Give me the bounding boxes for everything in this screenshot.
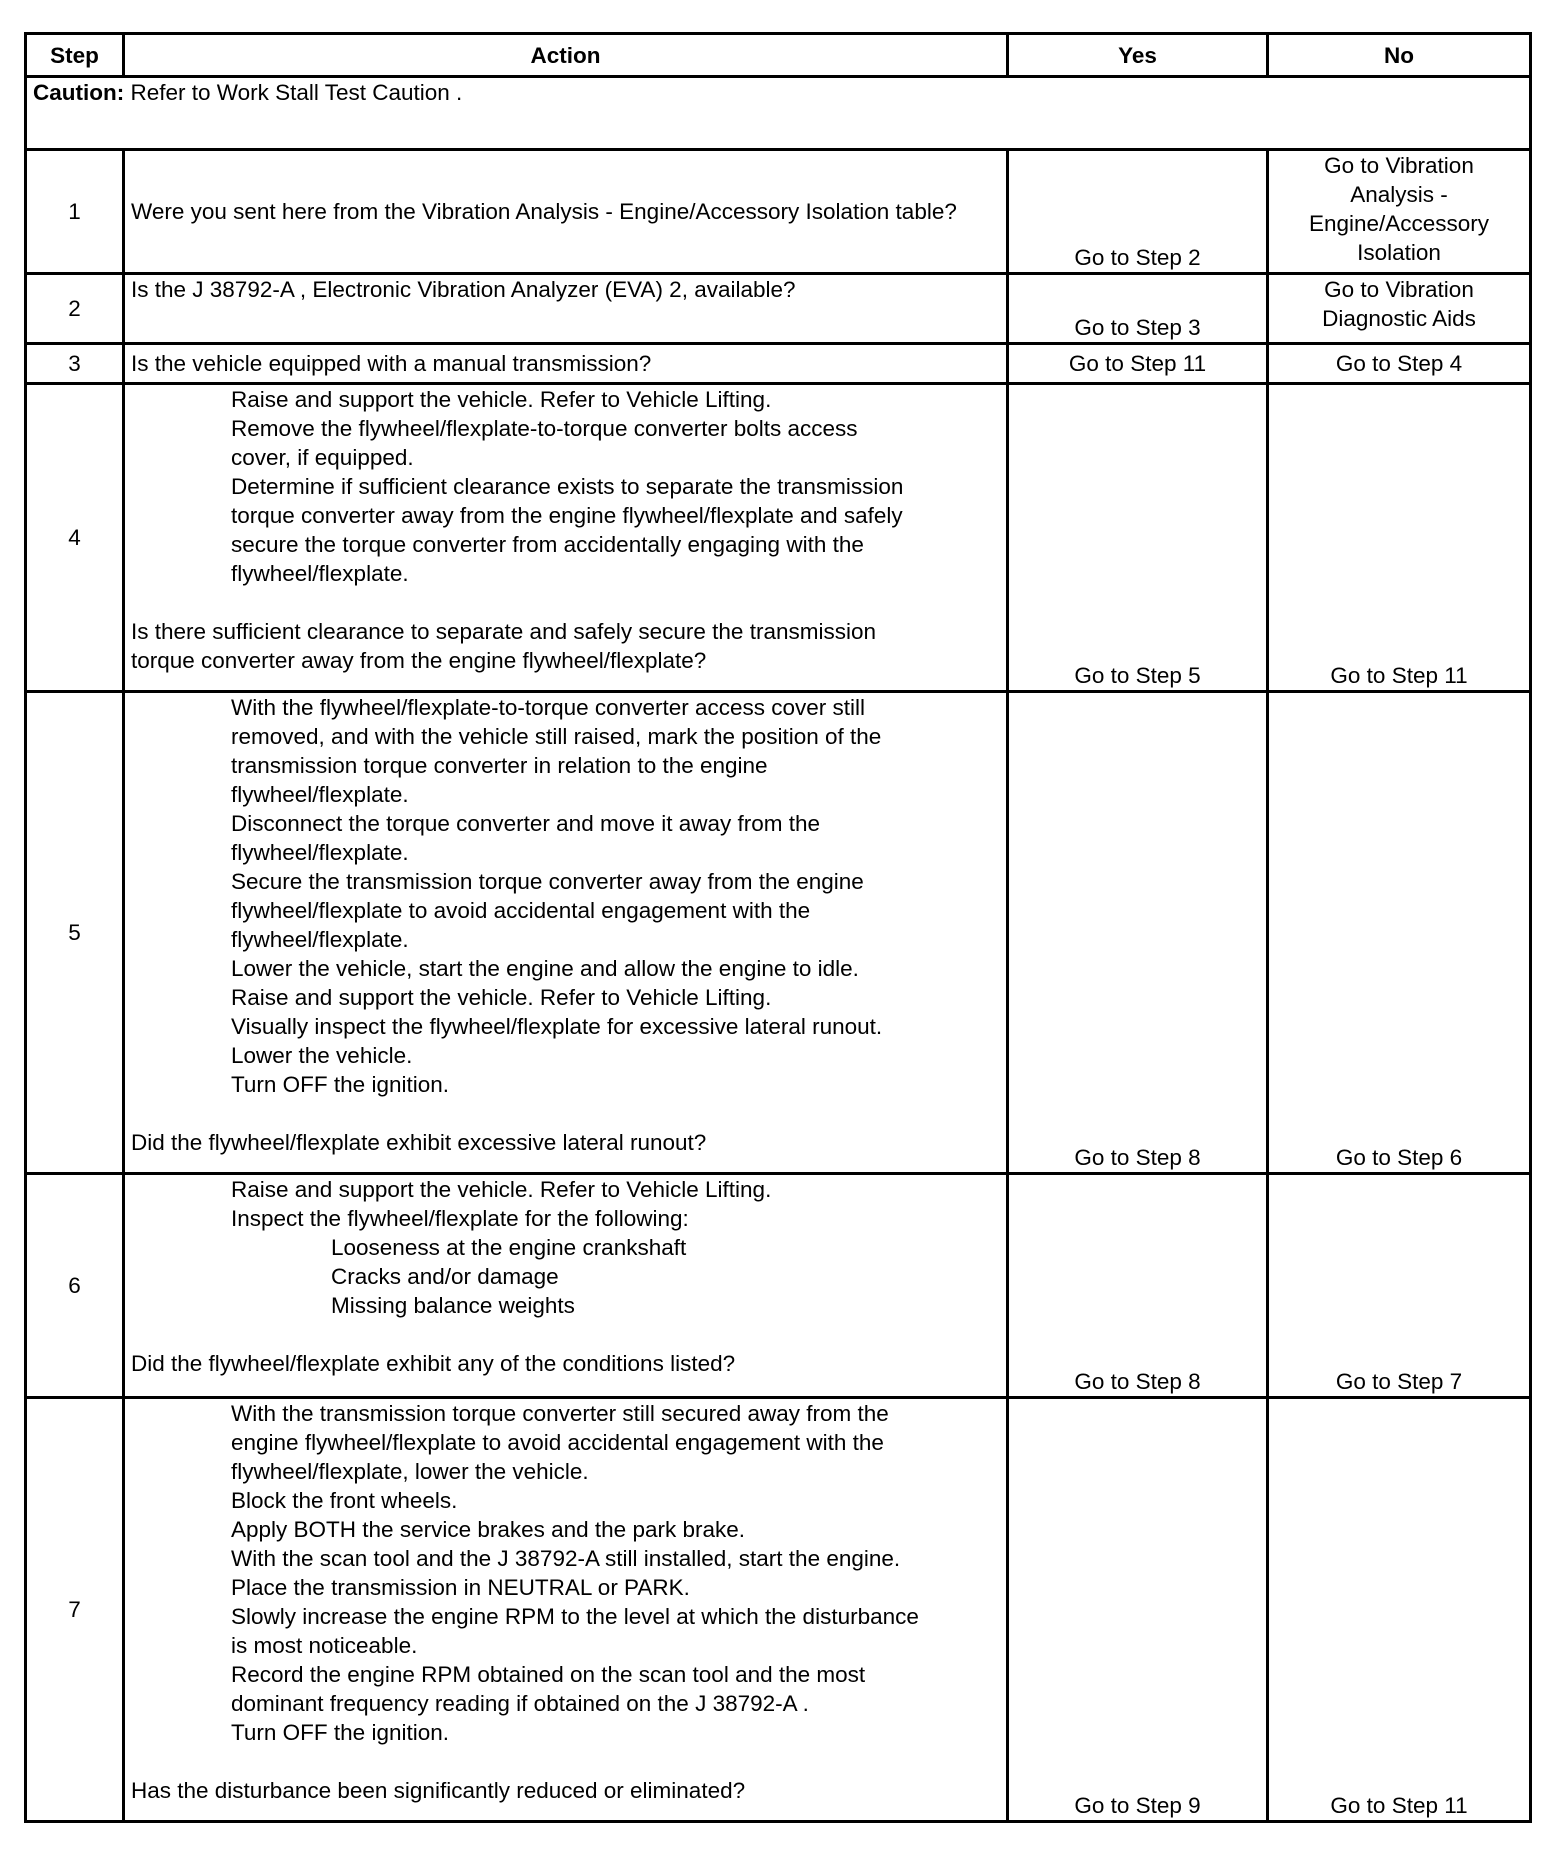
step-number: 5 [26,692,124,1174]
instruction-line: Turn OFF the ignition. [231,1072,450,1097]
yes-result: Go to Step 9 [1008,1398,1268,1822]
caution-label: Caution: [33,80,125,105]
no-result-line: Go to Vibration [1324,153,1474,178]
step-number: 1 [26,150,124,274]
instruction-line: With the transmission torque converter still secured away from the [231,1401,889,1426]
header-no: No [1268,34,1531,77]
step-question: Is the J 38792-A , Electronic Vibration Analyzer (EVA) 2, available? [124,274,1008,344]
step-number: 4 [26,384,124,692]
step-question: Did the flywheel/flexplate exhibit any of the conditions listed? [131,1351,736,1376]
yes-result: Go to Step 3 [1008,274,1268,344]
diagnostic-table [24,32,1532,1823]
instruction-line: Lower the vehicle, start the engine and allow the engine to idle. [231,956,859,981]
instruction-line: flywheel/flexplate to avoid accidental engagement with the [231,898,811,923]
instruction-line: torque converter away from the engine flywheel/flexplate and safely [231,503,903,528]
instruction-line: Raise and support the vehicle. Refer to Vehicle Lifting. [231,985,772,1010]
table-row [26,150,1531,274]
instruction-line: Secure the transmission torque converter away from the engine [231,869,864,894]
no-result [1268,150,1531,274]
table-row [26,384,1531,692]
step-question: Is the vehicle equipped with a manual transmission? [124,344,1008,384]
instruction-line: Block the front wheels. [231,1488,458,1513]
caution-row [26,77,1531,150]
step-question: Did the flywheel/flexplate exhibit excessive lateral runout? [131,1130,707,1155]
header-row [26,34,1531,77]
sub-item: Missing balance weights [331,1293,575,1318]
no-result [1268,274,1531,344]
instruction-line: dominant frequency reading if obtained on the J 38792-A . [231,1691,809,1716]
instruction-line: is most noticeable. [231,1633,418,1658]
step-question: Has the disturbance been significantly reduced or eliminated? [131,1778,746,1803]
instruction-line: flywheel/flexplate, lower the vehicle. [231,1459,589,1484]
table-row [26,274,1531,344]
step-action [124,1398,1008,1822]
instruction-line: Lower the vehicle. [231,1043,413,1068]
instruction-line: secure the torque converter from accidentally engaging with the [231,532,864,557]
instruction-line: Apply BOTH the service brakes and the park brake. [231,1517,745,1542]
no-result-line: Isolation [1357,240,1441,265]
instruction-line: Remove the flywheel/flexplate-to-torque converter bolts access [231,416,858,441]
no-result-line: Go to Vibration [1324,277,1474,302]
instruction-line: Raise and support the vehicle. Refer to Vehicle Lifting. [231,387,772,412]
instruction-line: With the flywheel/flexplate-to-torque converter access cover still [231,695,866,720]
step-number: 2 [26,274,124,344]
no-result: Go to Step 4 [1268,344,1531,384]
instruction-line: Raise and support the vehicle. Refer to Vehicle Lifting. [231,1177,772,1202]
table-row [26,692,1531,1174]
no-result-line: Engine/Accessory [1308,211,1490,236]
step-question-line: torque converter away from the engine flywheel/flexplate? [131,648,707,673]
instruction-line: Turn OFF the ignition. [231,1720,450,1745]
step-question: Were you sent here from the Vibration Analysis - Engine/Accessory Isolation table? [124,150,1008,274]
yes-result: Go to Step 2 [1008,150,1268,274]
table-row [26,1398,1531,1822]
sub-item: Looseness at the engine crankshaft [331,1235,687,1260]
yes-result: Go to Step 5 [1008,384,1268,692]
instruction-line: transmission torque converter in relation to the engine [231,753,768,778]
instruction-line: flywheel/flexplate. [231,561,409,586]
instruction-line: engine flywheel/flexplate to avoid accidental engagement with the [231,1430,884,1455]
caution-cell [26,77,1531,150]
instruction-line: flywheel/flexplate. [231,840,409,865]
yes-result: Go to Step 8 [1008,692,1268,1174]
instruction-line: cover, if equipped. [231,445,414,470]
step-number: 6 [26,1174,124,1398]
instruction-line: Slowly increase the engine RPM to the level at which the disturbance [231,1604,919,1629]
yes-result: Go to Step 11 [1008,344,1268,384]
instruction-line: With the scan tool and the J 38792-A still installed, start the engine. [231,1546,901,1571]
no-result: Go to Step 11 [1268,1398,1531,1822]
step-number: 3 [26,344,124,384]
caution-text: Refer to Work Stall Test Caution . [124,80,463,105]
instruction-line: Determine if sufficient clearance exists to separate the transmission [231,474,904,499]
yes-result: Go to Step 8 [1008,1174,1268,1398]
step-action [124,692,1008,1174]
instruction-line: Disconnect the torque converter and move it away from the [231,811,821,836]
instruction-line: Inspect the flywheel/flexplate for the following: [231,1206,689,1231]
no-result: Go to Step 7 [1268,1174,1531,1398]
header-yes: Yes [1008,34,1268,77]
sub-item: Cracks and/or damage [331,1264,559,1289]
no-result-line: Diagnostic Aids [1322,306,1476,331]
step-action [124,1174,1008,1398]
instruction-line: Visually inspect the flywheel/flexplate for excessive lateral runout. [231,1014,883,1039]
step-action [124,384,1008,692]
header-action: Action [124,34,1008,77]
instruction-line: Record the engine RPM obtained on the scan tool and the most [231,1662,866,1687]
instruction-line: flywheel/flexplate. [231,782,409,807]
no-result-line: Analysis - [1350,182,1448,207]
instruction-line: Place the transmission in NEUTRAL or PARK. [231,1575,690,1600]
no-result: Go to Step 6 [1268,692,1531,1174]
instruction-line: removed, and with the vehicle still raised, mark the position of the [231,724,882,749]
step-number: 7 [26,1398,124,1822]
table-row [26,344,1531,384]
table-row [26,1174,1531,1398]
step-question: Is there sufficient clearance to separate and safely secure the transmission [131,619,876,644]
no-result: Go to Step 11 [1268,384,1531,692]
header-step: Step [26,34,124,77]
instruction-line: flywheel/flexplate. [231,927,409,952]
